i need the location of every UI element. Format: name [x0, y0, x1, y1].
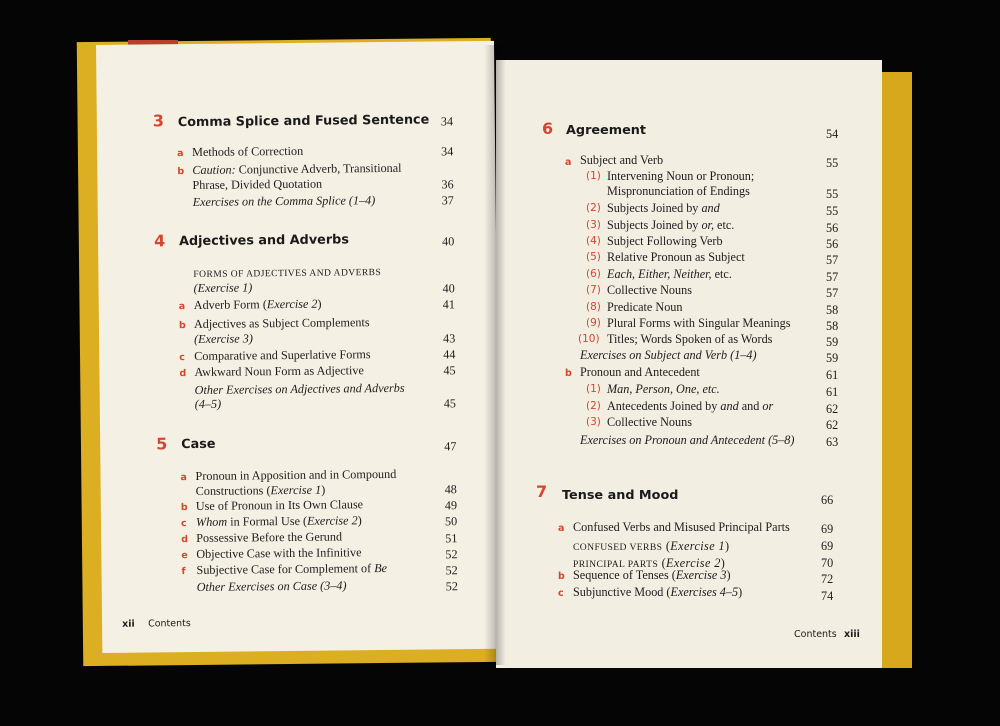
- item-4c-letter: c: [179, 352, 185, 364]
- item-7a-letter: a: [558, 523, 565, 534]
- item-7a-text: Confused Verbs and Misused Principal Parts: [573, 520, 790, 534]
- item-6a2-text: Subjects Joined by and: [607, 201, 720, 215]
- item-6a8-page: 58: [826, 303, 839, 317]
- item-6a9-label: (9): [586, 317, 601, 329]
- item-6a4-label: (4): [586, 235, 601, 247]
- exercises-6a-page: 59: [826, 351, 839, 365]
- item-6b-text: Pronoun and Antecedent: [580, 365, 700, 379]
- item-7c-letter: c: [558, 588, 564, 599]
- item-6a8-label: (8): [586, 301, 601, 313]
- item-4c-text: Comparative and Superlative Forms: [194, 347, 371, 363]
- item-6a3-label: (3): [586, 219, 601, 231]
- item-6a-text: Subject and Verb: [580, 153, 664, 167]
- item-6a2-label: (2): [586, 202, 601, 214]
- item-6a7-label: (7): [586, 284, 601, 296]
- item-6a6-text: Each, Either, Neither, etc.: [607, 267, 732, 281]
- item-5d-letter: d: [181, 534, 189, 546]
- item-4b-page: 43: [443, 331, 456, 346]
- principal-parts-page: 70: [821, 556, 834, 570]
- item-7c-page: 74: [821, 589, 834, 603]
- item-6a10-page: 59: [826, 335, 839, 349]
- item-5c-page: 50: [444, 514, 458, 529]
- exercises-5-page: 52: [445, 579, 458, 594]
- item-5d-page: 51: [445, 531, 458, 546]
- item-5e-letter: e: [181, 550, 188, 562]
- item-6b3-text: Collective Nouns: [607, 415, 692, 429]
- item-5b-letter: b: [180, 502, 188, 514]
- item-4d-text: Awkward Noun Form as Adjective: [194, 363, 364, 379]
- item-6a1-text-cont: Mispronunciation of Endings: [607, 184, 750, 198]
- item-4b-text: Adjectives as Subject Complements: [193, 315, 370, 331]
- item-6a6-label: (6): [586, 268, 601, 280]
- item-4d-letter: d: [179, 368, 187, 380]
- forms-page: 40: [442, 281, 455, 296]
- item-6a4-page: 56: [826, 237, 839, 251]
- item-3b-letter: b: [177, 166, 185, 178]
- item-6b1-label: (1): [586, 383, 601, 395]
- item-6b2-text: Antecedents Joined by and and or: [607, 399, 774, 413]
- item-5d-text: Possessive Before the Gerund: [196, 529, 343, 545]
- item-3a-text: Methods of Correction: [192, 143, 304, 159]
- item-5a-text: Pronoun in Apposition and in Compound: [195, 466, 397, 483]
- item-6a1-label: (1): [586, 170, 601, 182]
- item-6a4-text: Subject Following Verb: [607, 234, 723, 248]
- item-6b1-text: Man, Person, One, etc.: [607, 382, 720, 396]
- exercises-6a-text: Exercises on Subject and Verb (1–4): [580, 348, 757, 362]
- section-6-title: Agreement: [566, 123, 646, 138]
- item-5f-letter: f: [181, 566, 186, 578]
- item-4c-page: 44: [443, 347, 456, 362]
- section-3-page: 34: [440, 114, 454, 129]
- item-6a8-text: Predicate Noun: [607, 300, 683, 314]
- left-footer-label: Contents: [148, 618, 191, 630]
- right-page: [496, 60, 882, 668]
- item-6a1-page: 55: [826, 187, 839, 201]
- item-3a-letter: a: [177, 148, 184, 160]
- forms-exercise: (Exercise 1): [193, 280, 253, 295]
- item-4a-page: 41: [442, 297, 455, 312]
- exercises-6b-text: Exercises on Pronoun and Antecedent (5–8): [580, 433, 795, 447]
- exercises-6b-page: 63: [826, 435, 839, 449]
- exercises-3-page: 37: [441, 193, 454, 208]
- item-7b-page: 72: [821, 572, 834, 586]
- section-5-number: 5: [156, 434, 168, 454]
- book-cover-right: [880, 72, 912, 668]
- exercises-4-page: 45: [443, 396, 457, 411]
- exercises-5-text: Other Exercises on Case (3–4): [196, 578, 347, 594]
- item-6a7-page: 57: [826, 286, 839, 300]
- item-4a-text: Adverb Form (Exercise 2): [193, 296, 322, 312]
- item-7b-letter: b: [558, 571, 565, 582]
- item-6a3-text: Subjects Joined by or, etc.: [607, 218, 735, 232]
- item-6a5-text: Relative Pronoun as Subject: [607, 250, 745, 264]
- item-6a-page: 55: [826, 156, 839, 170]
- left-page: [96, 41, 500, 653]
- book-gutter-shadow: [484, 45, 506, 665]
- principal-parts-line: PRINCIPAL PARTS (Exercise 2): [573, 556, 726, 570]
- item-5b-text: Use of Pronoun in Its Own Clause: [195, 497, 364, 513]
- item-6a2-page: 55: [826, 204, 839, 218]
- item-6a7-text: Collective Nouns: [607, 283, 692, 297]
- section-4-title: Adjectives and Adverbs: [178, 232, 349, 250]
- right-footer-label: Contents: [794, 629, 837, 640]
- confused-verbs-line: CONFUSED VERBS (Exercise 1): [573, 539, 730, 553]
- item-5a-page: 48: [444, 482, 457, 497]
- right-page-number: xiii: [844, 629, 860, 640]
- section-6-number: 6: [542, 119, 554, 138]
- exercises-3-text: Exercises on the Comma Splice (1–4): [192, 193, 376, 209]
- item-6a3-page: 56: [826, 221, 839, 235]
- item-6b1-page: 61: [826, 385, 839, 399]
- item-4a-letter: a: [178, 301, 186, 313]
- item-6a5-page: 57: [826, 253, 839, 267]
- item-3b-page: 36: [441, 177, 454, 192]
- item-5c-letter: c: [180, 518, 187, 530]
- forms-heading: FORMS OF ADJECTIVES AND ADVERBS: [193, 267, 382, 280]
- item-4d-page: 45: [443, 363, 456, 378]
- item-5c-text: Whom in Formal Use (Exercise 2): [195, 513, 362, 529]
- item-6b2-label: (2): [586, 400, 601, 412]
- section-4-number: 4: [153, 231, 166, 251]
- item-7a-page: 69: [821, 522, 834, 536]
- item-6b3-page: 62: [826, 418, 839, 432]
- item-5f-page: 52: [445, 563, 458, 578]
- item-6a9-text: Plural Forms with Singular Meanings: [607, 316, 791, 330]
- item-5a-letter: a: [180, 472, 188, 484]
- exercises-4-text: Other Exercises on Adjectives and Adverbs: [194, 380, 405, 397]
- item-5e-text: Objective Case with the Infinitive: [196, 545, 362, 561]
- item-6a9-page: 58: [826, 319, 839, 333]
- item-3a-page: 34: [441, 144, 454, 159]
- item-5a-text-cont: Constructions (Exercise 1): [195, 482, 326, 498]
- item-6b2-page: 62: [826, 402, 839, 416]
- item-6a10-text: Titles; Words Spoken of as Words: [607, 332, 773, 346]
- item-6b3-label: (3): [586, 416, 601, 428]
- item-6a10-label: (10): [578, 333, 600, 345]
- confused-verbs-page: 69: [821, 539, 834, 553]
- section-4-page: 40: [442, 234, 455, 249]
- section-5-page: 47: [444, 439, 457, 454]
- item-7b-text: Sequence of Tenses (Exercise 3): [573, 568, 731, 582]
- exercises-4-range: (4–5): [194, 396, 222, 411]
- item-6a1-text: Intervening Noun or Pronoun;: [607, 169, 755, 183]
- section-3-number: 3: [152, 111, 165, 131]
- item-6a-letter: a: [565, 157, 572, 168]
- item-4b-letter: b: [178, 320, 186, 332]
- item-7c-text: Subjunctive Mood (Exercises 4–5): [573, 585, 743, 599]
- item-3b-text: Caution: Conjunctive Adverb, Transitional: [192, 160, 402, 177]
- item-6a6-page: 57: [826, 270, 839, 284]
- item-5b-page: 49: [444, 498, 458, 513]
- section-7-title: Tense and Mood: [562, 488, 679, 503]
- item-5f-text: Subjective Case for Complement of Be: [196, 560, 388, 577]
- section-5-title: Case: [181, 436, 216, 453]
- section-6-page: 54: [826, 127, 839, 141]
- section-7-page: 66: [821, 493, 834, 507]
- item-6b-page: 61: [826, 368, 839, 382]
- item-6b-letter: b: [565, 368, 572, 379]
- item-5e-page: 52: [445, 547, 458, 562]
- section-7-number: 7: [536, 482, 548, 501]
- left-page-number: xii: [122, 618, 135, 630]
- item-6a5-label: (5): [586, 251, 601, 263]
- section-3-title: Comma Splice and Fused Sentence: [177, 112, 430, 131]
- item-4b-exercise: (Exercise 3): [194, 331, 253, 346]
- item-3b-text-cont: Phrase, Divided Quotation: [192, 176, 323, 192]
